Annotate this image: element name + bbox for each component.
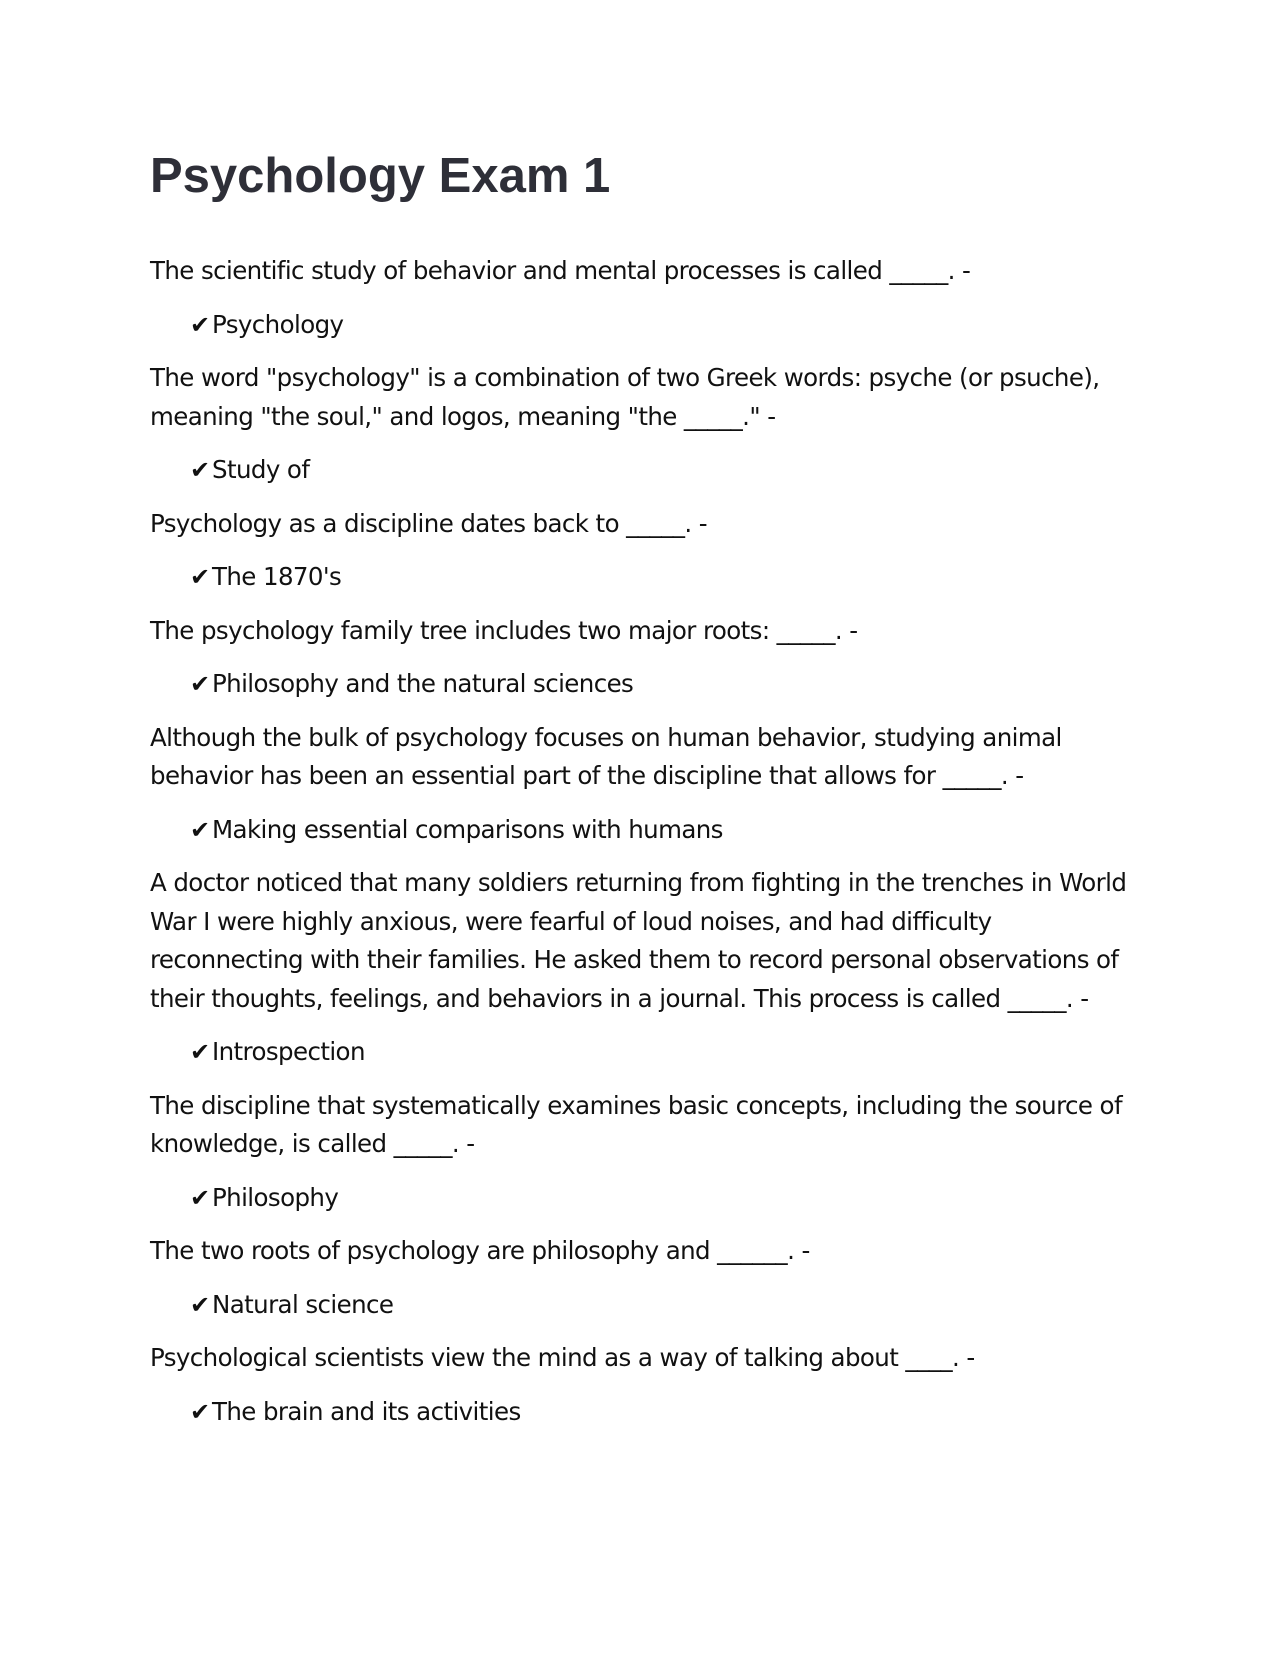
page-title: Psychology Exam 1 bbox=[150, 149, 611, 203]
question-item bbox=[150, 1087, 1140, 1218]
answer-text: Natural science bbox=[212, 1289, 394, 1319]
question-item bbox=[150, 612, 1140, 704]
question-text: Psychology as a discipline dates back to _____. - bbox=[150, 508, 708, 538]
question-item bbox=[150, 719, 1140, 850]
checkmark-icon: ✔ bbox=[190, 563, 211, 592]
question-item bbox=[150, 1339, 1140, 1431]
answer-text: Making essential comparisons with humans bbox=[212, 814, 723, 844]
checkmark-icon: ✔ bbox=[190, 1038, 211, 1067]
answer-line bbox=[190, 451, 1140, 490]
document-page bbox=[150, 148, 1140, 1446]
checkmark-icon: ✔ bbox=[190, 310, 211, 339]
question-text: Although the bulk of psychology focuses on human behavior, studying animal behavior has been an essential part of the discipline that allows for _____. - bbox=[150, 722, 1062, 791]
answer-line bbox=[190, 1393, 1140, 1432]
question-item bbox=[150, 864, 1140, 1072]
question-item bbox=[150, 1232, 1140, 1324]
question-text: The two roots of psychology are philosophy and ______. - bbox=[150, 1236, 810, 1266]
checkmark-icon: ✔ bbox=[190, 1183, 211, 1212]
answer-text: Psychology bbox=[212, 309, 344, 339]
checkmark-icon: ✔ bbox=[190, 815, 211, 844]
question-text: The word "psychology" is a combination of two Greek words: psyche (or psuche), meaning "the soul," and logos, meaning "the _____." - bbox=[150, 363, 1100, 431]
question-item bbox=[150, 359, 1140, 490]
checkmark-icon: ✔ bbox=[190, 456, 211, 485]
checkmark-icon: ✔ bbox=[190, 1397, 211, 1426]
question-item bbox=[150, 505, 1140, 597]
answer-text: Introspection bbox=[212, 1037, 365, 1067]
answer-line bbox=[190, 1179, 1140, 1218]
answer-text: Study of bbox=[212, 455, 310, 485]
answer-text: The 1870's bbox=[212, 562, 342, 592]
answer-line bbox=[190, 1286, 1140, 1325]
answer-text: Philosophy and the natural sciences bbox=[212, 669, 634, 699]
checkmark-icon: ✔ bbox=[190, 1290, 211, 1319]
answer-text: The brain and its activities bbox=[212, 1396, 521, 1426]
question-text: Psychological scientists view the mind as a way of talking about ____. - bbox=[150, 1343, 975, 1373]
question-text: The discipline that systematically examines basic concepts, including the source of knowledge, is called _____. - bbox=[150, 1090, 1122, 1159]
checkmark-icon: ✔ bbox=[190, 670, 211, 699]
answer-line bbox=[190, 811, 1140, 850]
question-text: A doctor noticed that many soldiers returning from fighting in the trenches in World War I were highly anxious, were fearful of loud noises, and had difficulty reconnecting with their families. He asked them to record personal observations of their thoughts, feelings, and behaviors in a journal. This process is called _____. - bbox=[150, 868, 1127, 1013]
answer-text: Philosophy bbox=[212, 1182, 339, 1212]
answer-line bbox=[190, 665, 1140, 704]
answer-line bbox=[190, 1033, 1140, 1072]
answer-line bbox=[190, 306, 1140, 345]
question-list bbox=[150, 252, 1140, 1431]
answer-line bbox=[190, 558, 1140, 597]
question-item bbox=[150, 252, 1140, 344]
question-text: The scientific study of behavior and mental processes is called _____. - bbox=[150, 256, 971, 286]
question-text: The psychology family tree includes two major roots: _____. - bbox=[150, 615, 858, 645]
